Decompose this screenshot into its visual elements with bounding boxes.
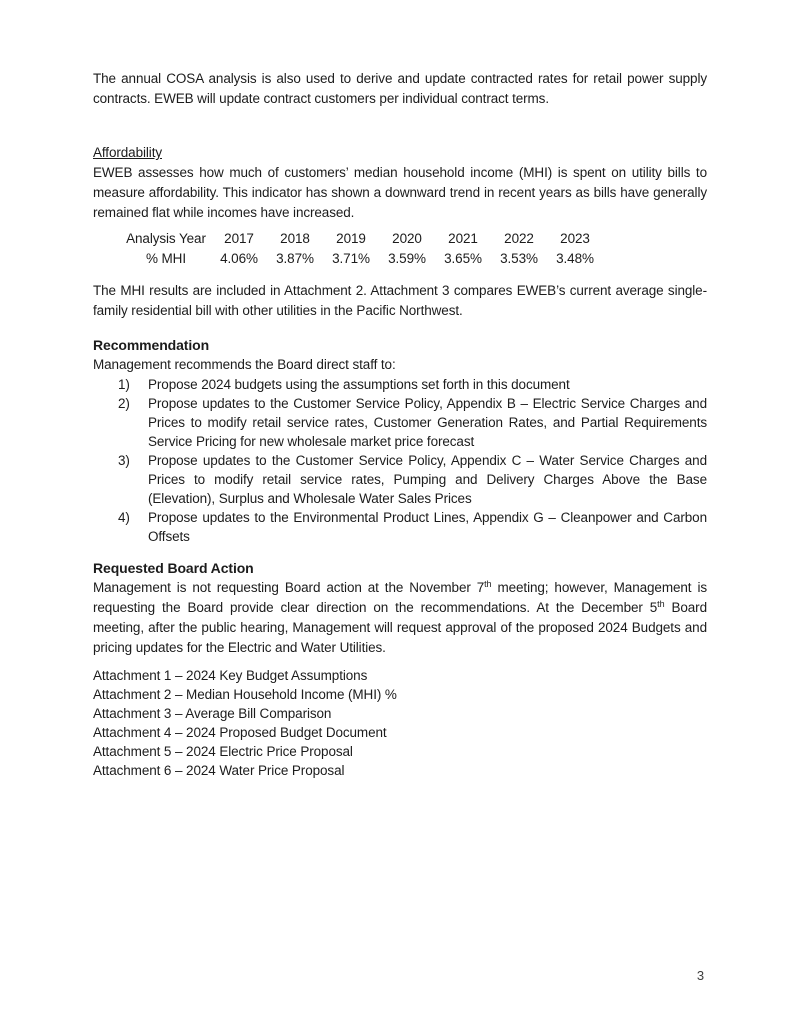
mhi-value-cell: 3.59%: [388, 251, 426, 266]
attachments-list: [93, 666, 707, 780]
mhi-table-value-row-label: % MHI: [145, 251, 186, 266]
list-item-text: Propose updates to the Customer Service Policy, Appendix C – Water Service Charges and Prices to modify retail service rates, Pumping and Delivery Charges Above the Base (Elevation), Surplus and Wholesale Water Sales Prices: [148, 453, 707, 506]
list-item: [93, 375, 707, 394]
mhi-results-paragraph: The MHI results are included in Attachment 2. Attachment 3 compares EWEB’s current average single-family residential bill with other utilities in the Pacific Northwest.: [93, 283, 707, 318]
mhi-value-cell: 3.53%: [500, 251, 538, 266]
board-action-section: [93, 558, 707, 658]
board-action-paragraph: [93, 578, 707, 658]
mhi-table-value-row: [121, 249, 707, 269]
recommendation-list: [93, 375, 707, 546]
recommendation-section: [93, 335, 707, 546]
year-cell: 2017: [224, 231, 254, 246]
ordinal-superscript: th: [657, 599, 665, 609]
list-item-number: 2): [118, 396, 130, 411]
attachment-line: Attachment 5 – 2024 Electric Price Proposal: [93, 744, 353, 759]
mhi-table: [121, 229, 707, 269]
attachment-line: Attachment 2 – Median Household Income (MHI) %: [93, 687, 397, 702]
page-number: 3: [696, 968, 704, 983]
attachment-line: Attachment 6 – 2024 Water Price Proposal: [93, 763, 345, 778]
list-item-text: Propose 2024 budgets using the assumptions set forth in this document: [148, 377, 570, 392]
year-cell: 2022: [504, 231, 534, 246]
list-item-number: 4): [118, 510, 130, 525]
year-cell: 2020: [392, 231, 422, 246]
recommendation-intro: Management recommends the Board direct staff to:: [93, 357, 396, 372]
attachment-line: Attachment 1 – 2024 Key Budget Assumptions: [93, 668, 368, 683]
year-cell: 2021: [448, 231, 478, 246]
ordinal-superscript: th: [484, 579, 492, 589]
attachment-line: Attachment 3 – Average Bill Comparison: [93, 706, 332, 721]
year-cell: 2019: [336, 231, 366, 246]
mhi-value-cell: 3.71%: [332, 251, 370, 266]
mhi-value-cell: 3.87%: [276, 251, 314, 266]
affordability-heading: Affordability: [93, 145, 162, 160]
board-action-text-part: meeting; however, Management is requesting the Board provide clear direction on the recommendations. At the December 5: [93, 580, 707, 615]
mhi-value-cell: 3.48%: [556, 251, 594, 266]
list-item-text: Propose updates to the Customer Service Policy, Appendix B – Electric Service Charges and Prices to modify retail service rates, Customer Generation Rates, and Partial Requirements Service Pricing for new wholesale market price forecast: [148, 396, 707, 449]
list-item: [93, 508, 707, 546]
mhi-table-year-row: [121, 229, 707, 249]
mhi-table-year-row-label: Analysis Year: [126, 231, 206, 246]
list-item-number: 3): [118, 453, 130, 468]
board-action-heading: Requested Board Action: [93, 560, 254, 576]
attachment-line: Attachment 4 – 2024 Proposed Budget Document: [93, 725, 387, 740]
list-item-number: 1): [118, 377, 130, 392]
recommendation-heading: Recommendation: [93, 337, 210, 353]
year-cell: 2018: [280, 231, 310, 246]
mhi-value-cell: 4.06%: [220, 251, 258, 266]
list-item: [93, 394, 707, 451]
list-item: [93, 451, 707, 508]
mhi-value-cell: 3.65%: [444, 251, 482, 266]
year-cell: 2023: [560, 231, 590, 246]
intro-paragraph: The annual COSA analysis is also used to derive and update contracted rates for retail power supply contracts. EWEB will update contract customers per individual contract terms.: [93, 71, 707, 106]
board-action-text-part: Management is not requesting Board action at the November 7: [93, 580, 485, 595]
affordability-paragraph: EWEB assesses how much of customers’ median household income (MHI) is spent on utility bills to measure affordability. This indicator has shown a downward trend in recent years as bills have generally remained flat while incomes have increased.: [93, 165, 707, 220]
board-action-text-part: Board meeting, after the public hearing, Management will request approval of the proposed 2024 Budgets and pricing updates for the Electric and Water Utilities.: [93, 600, 707, 655]
list-item-text: Propose updates to the Environmental Product Lines, Appendix G – Cleanpower and Carbon Offsets: [148, 510, 707, 544]
